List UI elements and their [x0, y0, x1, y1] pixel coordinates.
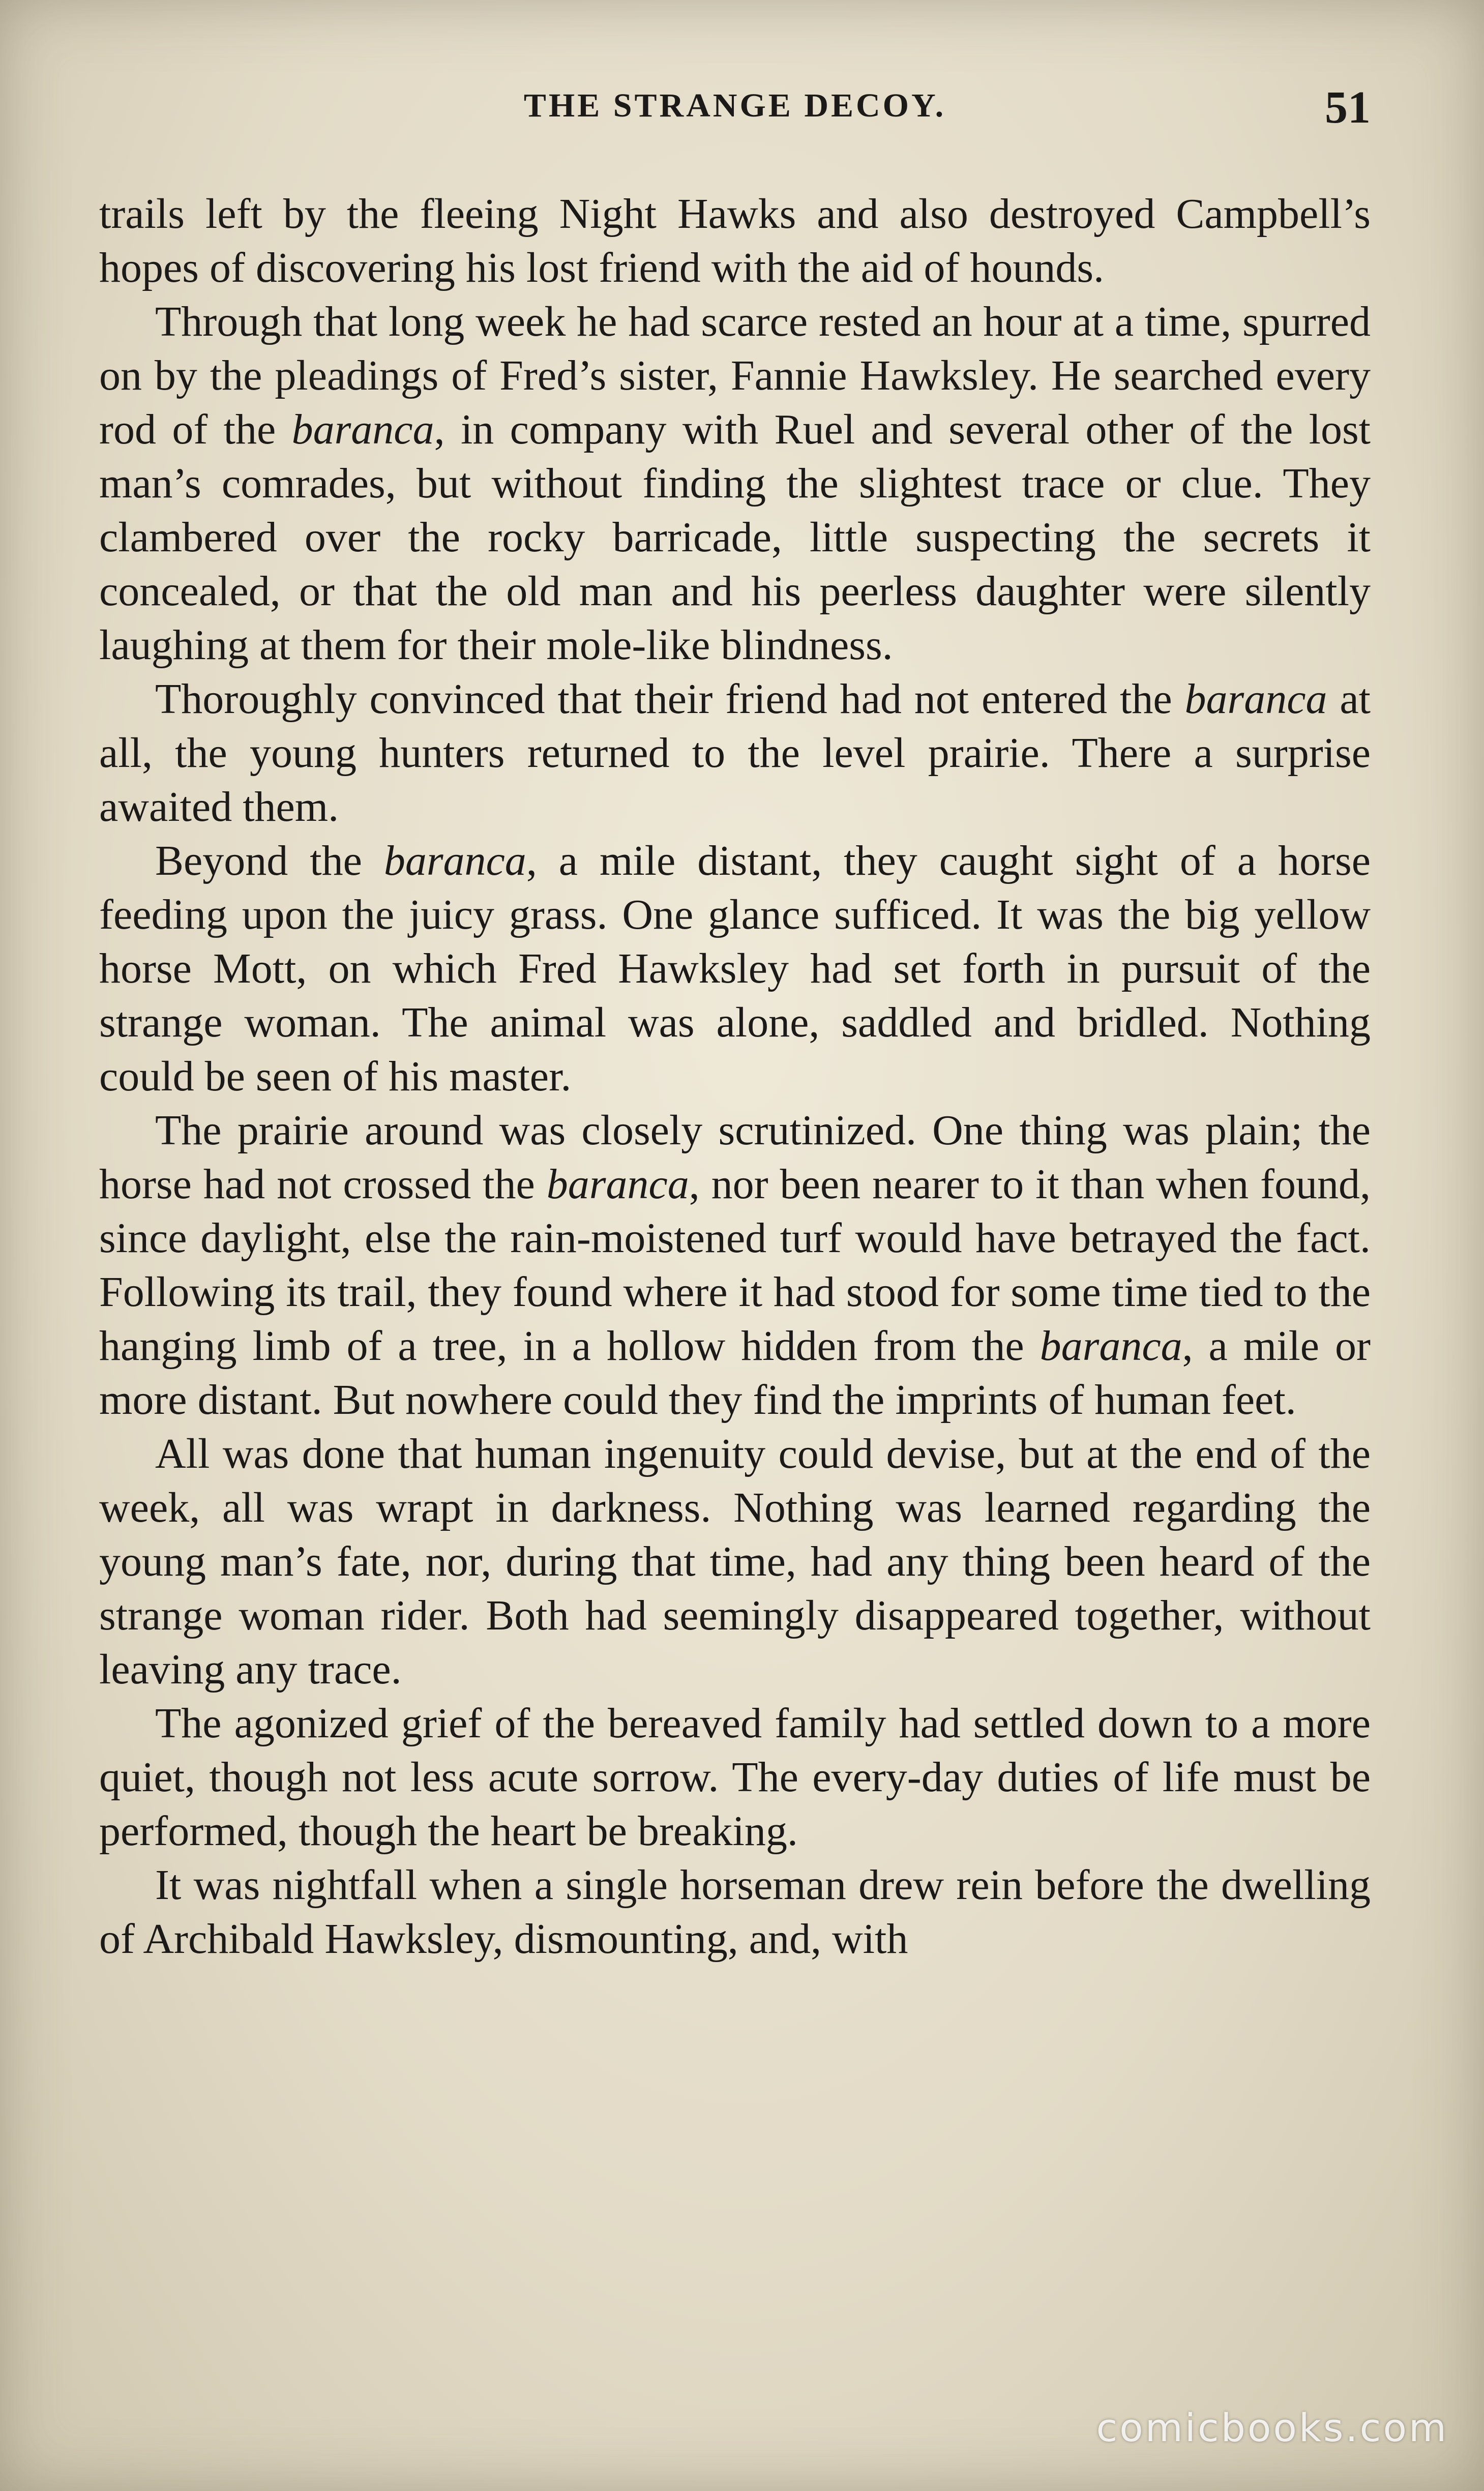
italic-word: baranca [291, 406, 434, 453]
text-run: All was done that human ingenuity could devise, but at the end of the week, all was wrapt in darkness. Nothing was learned regarding the young man’s fate, nor, during that time, had any thing been heard of the strange woman rider. Both had seemingly disappeared together, without leaving any trace. [99, 1430, 1371, 1693]
text-run: Beyond the [155, 837, 384, 884]
text-run: Through that long week he had scarce rested an hour at a time, spurred on by the pleadings of Fred’s sister, Fannie Hawksley. He searched every rod of the [99, 298, 1371, 453]
text-run: The agonized grief of the bereaved family had settled down to a more quiet, though not less acute sorrow. The every-day duties of life must be performed, though the heart be breaking. [99, 1700, 1371, 1855]
paragraph [99, 1104, 1371, 1427]
paragraph [99, 834, 1371, 1104]
paragraph [99, 295, 1371, 672]
watermark: comicbooks.com [1096, 2405, 1448, 2450]
text-run: Thoroughly convinced that their friend had not entered the [155, 675, 1185, 723]
paragraph [99, 1858, 1371, 1966]
text-run: trails left by the fleeing Night Hawks and also destroyed Campbell’s hopes of discovering his lost friend with the aid of hounds. [99, 190, 1371, 291]
text-run: It was nightfall when a single horseman drew rein before the dwelling of Archibald Hawksley, dismounting, and, with [99, 1861, 1371, 1963]
text-run: , in company with Ruel and several other of the lost man’s comrades, but without finding the slightest trace or clue. They clambered over the rocky barricade, little suspecting the secrets it concealed, or that the old man and his peerless daughter were silently laughing at them for their mole-like blindness. [99, 406, 1371, 669]
text-run: at all, the young hunters returned to the level prairie. There a surprise awaited them. [99, 675, 1371, 831]
italic-word: baranca [1040, 1322, 1182, 1370]
text-run: , a mile or more distant. But nowhere could they find the imprints of human feet. [99, 1322, 1371, 1424]
italic-word: baranca [546, 1161, 689, 1208]
running-title: THE STRANGE DECOY. [523, 87, 946, 124]
text-run: , a mile distant, they caught sight of a horse feeding upon the juicy grass. One glance sufficed. It was the big yellow horse Mott, on which Fred Hawksley had set forth in pursuit of the strange woman. The animal was alone, saddled and bridled. Nothing could be seen of his master. [99, 837, 1371, 1100]
paragraph [99, 672, 1371, 834]
paragraph [99, 187, 1371, 295]
page-header [99, 81, 1371, 142]
italic-word: baranca [1184, 675, 1327, 723]
paragraph [99, 1697, 1371, 1858]
body-text [99, 187, 1371, 1966]
text-run: , nor been nearer to it than when found, since daylight, else the rain-moistened turf would have betrayed the fact. Following its trail, they found where it had stood for some time tied to the hanging limb of a tree, in a hollow hidden from the [99, 1161, 1371, 1370]
paragraph [99, 1427, 1371, 1697]
italic-word: baranca [383, 837, 526, 884]
text-run: The prairie around was closely scrutinized. One thing was plain; the horse had not crossed the [99, 1107, 1371, 1208]
page-number: 51 [1325, 82, 1371, 133]
